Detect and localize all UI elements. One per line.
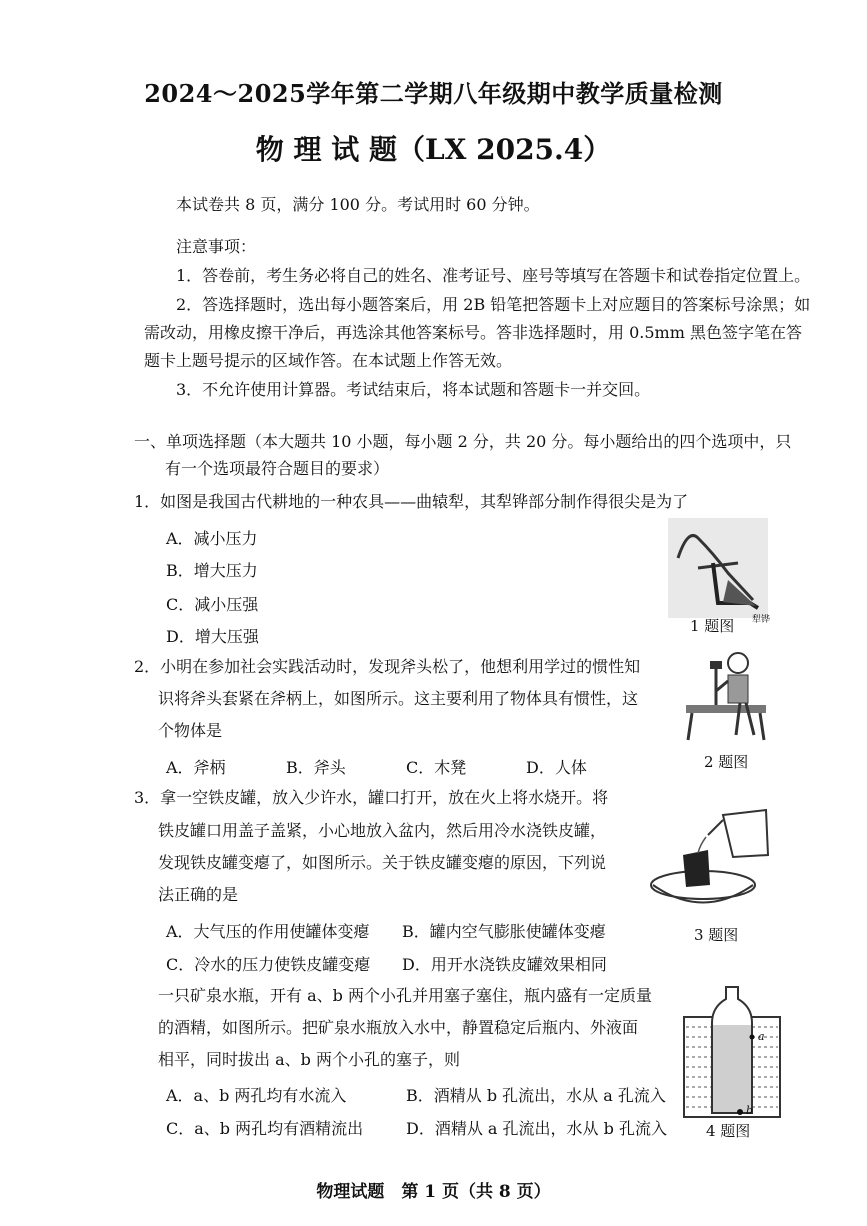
page-footer: 物理试题 第 1 页（共 8 页） [316,1182,551,1202]
q3-option-c: C．冷水的压力使铁皮罐变瘪 [166,955,371,974]
q2-line3: 个物体是 [158,721,223,740]
q2-line2: 识将斧头套紧在斧柄上，如图所示。这主要利用了物体具有惯性，这 [158,689,639,708]
q3-option-d: D．用开水浇铁皮罐效果相同 [402,955,607,974]
can-basin-icon [648,795,778,917]
q4-option-d: D．酒精从 a 孔流出，水从 b 孔流入 [406,1119,667,1138]
q3-line2: 铁皮罐口用盖子盖紧，小心地放入盆内，然后用冷水浇铁皮罐， [158,821,607,840]
q4-label-b: b [746,1104,754,1117]
q3-option-b: B．罐内空气膨胀使罐体变瘪 [402,922,606,941]
note-item-1: 1．答卷前，考生务必将自己的姓名、准考证号、座号等填写在答题卡和试卷指定位置上。 [176,266,811,285]
q2-option-c: C．木凳 [406,758,467,777]
q3-caption: 3 题图 [694,926,739,944]
q4-option-c: C．a、b 两孔均有酒精流出 [166,1119,364,1138]
q4-line3: 相平，同时拔出 a、b 两个小孔的塞子，则 [158,1050,460,1069]
q1-caption: 1 题图 [690,617,735,635]
q4-caption: 4 题图 [706,1122,751,1140]
q1-option-d: D．增大压强 [166,627,259,646]
q1-option-b: B．增大压力 [166,561,258,580]
q4-label-a: a [758,1030,765,1043]
q3-line1: 3．拿一空铁皮罐，放入少许水，罐口打开，放在火上将水烧开。将 [134,788,609,807]
q1-option-c: C．减小压强 [166,595,259,614]
axe-figure [676,645,776,745]
page-title: 2024～2025学年第二学期八年级期中教学质量检测 [144,79,723,108]
q4-line2: 的酒精，如图所示。把矿泉水瓶放入水中，静置稳定后瓶内、外液面 [158,1018,639,1037]
plow-icon [668,518,768,618]
q1-fig-label: 犁铧 [752,615,771,625]
q2-option-b: B．斧头 [286,758,346,777]
q4-line1: 一只矿泉水瓶，开有 a、b 两个小孔并用塞子塞住，瓶内盛有一定质量 [158,986,652,1005]
notes-heading: 注意事项： [176,237,257,256]
q4-option-a: A．a、b 两孔均有水流入 [166,1086,347,1105]
intro-text: 本试卷共 8 页，满分 100 分。考试用时 60 分钟。 [176,195,540,214]
note-item-2-line2: 需改动，用橡皮擦干净后，再选涂其他答案标号。答非选择题时，用 0.5mm 黑色签字笔在答 [144,323,802,342]
person-axe-icon [676,645,776,745]
section-heading-cont: 有一个选项最符合题目的要求） [165,459,390,478]
q3-line4: 法正确的是 [158,885,239,904]
note-item-2-line1: 2．答选择题时，选出每小题答案后，用 2B 铅笔把答题卡上对应题目的答案标号涂黑；如 [176,295,811,314]
section-heading: 一、单项选择题（本大题共 10 小题，每小题 2 分，共 20 分。每小题给出的四个选项中，只 [134,432,792,451]
plow-figure [668,518,768,618]
note-item-3: 3．不允许使用计算器。考试结束后，将本试题和答题卡一并交回。 [176,380,651,399]
q1-stem: 1．如图是我国古代耕地的一种农具——曲辕犁，其犁铧部分制作得很尖是为了 [134,492,689,511]
q1-option-a: A．减小压力 [166,529,258,548]
q3-option-a: A．大气压的作用使罐体变瘪 [166,922,370,941]
q4-option-b: B．酒精从 b 孔流出，水从 a 孔流入 [406,1086,666,1105]
subject-title: 物 理 试 题（LX 2025.4） [255,133,612,166]
q2-caption: 2 题图 [704,753,749,771]
can-figure [648,795,778,917]
note-item-2-line3: 题卡上题号提示的区域作答。在本试题上作答无效。 [144,351,513,370]
bottle-figure [682,985,782,1120]
q2-option-d: D．人体 [526,758,587,777]
bottle-in-water-icon [682,985,782,1120]
q2-option-a: A．斧柄 [166,758,226,777]
q2-line1: 2．小明在参加社会实践活动时，发现斧头松了，他想利用学过的惯性知 [134,657,641,676]
q3-line3: 发现铁皮罐变瘪了，如图所示。关于铁皮罐变瘪的原因，下列说 [158,853,607,872]
